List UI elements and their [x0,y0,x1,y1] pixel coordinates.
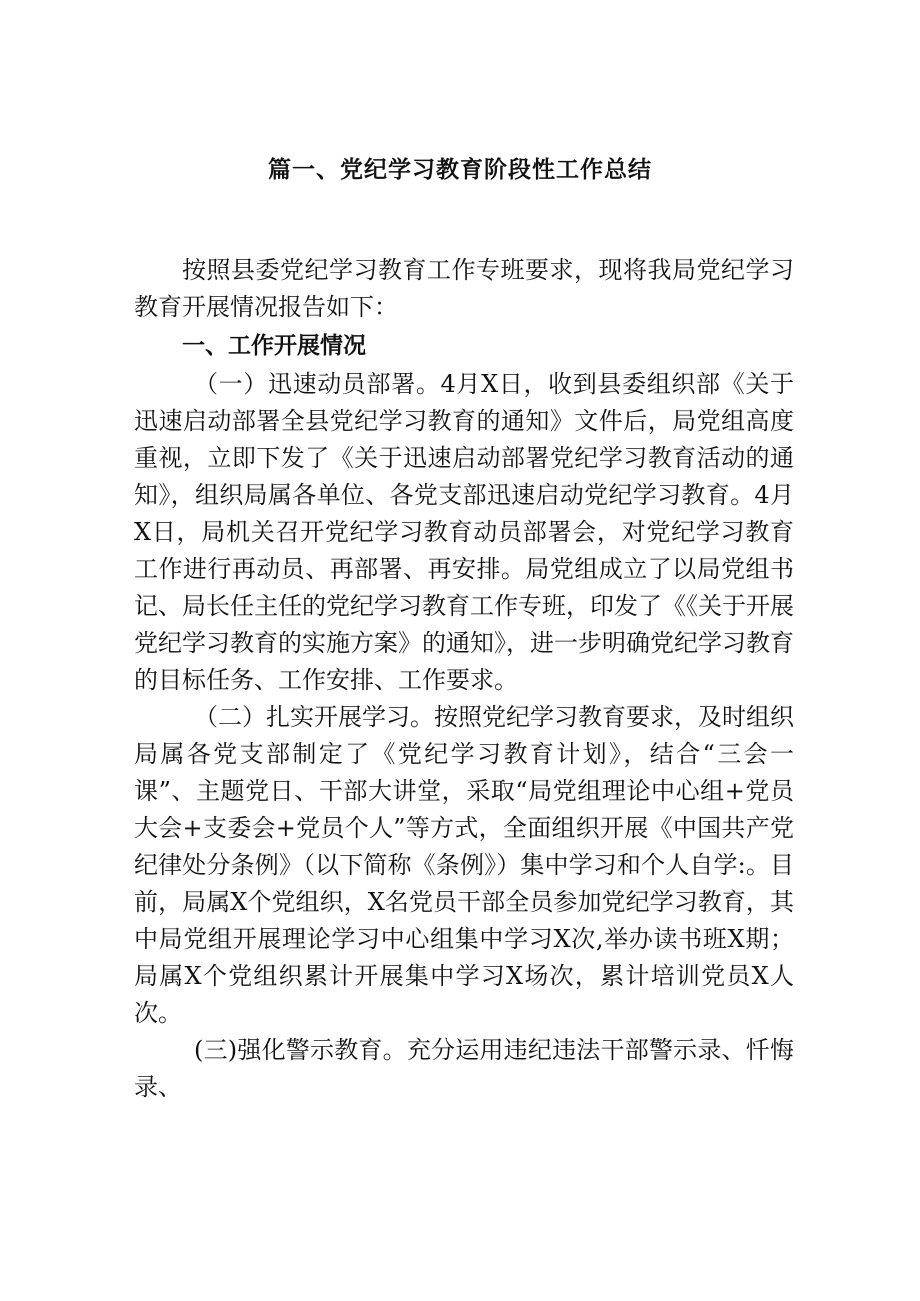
item-study: （二）扎实开展学习。按照党纪学习教育要求，及时组织局属各党支部制定了《党纪学习教育计划》，结合“三会一课”、主题党日、干部大讲堂，采取“局党组理论中心组+党员大会+支委会+党员个人”等方式，全面组织开展《中国共产党纪律处分条例》（以下简称《条例》）集中学习和个人自学:。目前，局属X个党组织，X名党员干部全员参加党纪学习教育，其中局党组开展理论学习中心组集中学习X次,举办读书班X期；局属X个党组织累计开展集中学习X场次，累计培训党员X人次。 [134,703,794,1027]
item-mobilization: （一）迅速动员部署。4月X日，收到县委组织部《关于迅速启动部署全县党纪学习教育的通知》文件后，局党组高度重视，立即下发了《关于迅速启动部署党纪学习教育活动的通知》，组织局属各单位、各党支部迅速启动党纪学习教育。4月X日，局机关召开党纪学习教育动员部署会，对党纪学习教育工作进行再动员、再部署、再安排。局党组成立了以局党组书记、局长任主任的党纪学习教育工作专班，印发了《《关于开展党纪学习教育的实施方案》的通知》，进一步明确党纪学习教育的目标任务、工作安排、工作要求。 [134,370,794,694]
document-title: 篇一、党纪学习教育阶段性工作总结 [268,157,652,183]
section-heading-work-progress: 一、工作开展情况 [182,333,366,359]
document-body [134,252,794,1106]
item-warning-education: (三)强化警示教育。充分运用违纪违法干部警示录、忏悔录、 [134,1036,794,1101]
intro-paragraph: 按照县委党纪学习教育工作专班要求，现将我局党纪学习教育开展情况报告如下： [134,256,794,321]
